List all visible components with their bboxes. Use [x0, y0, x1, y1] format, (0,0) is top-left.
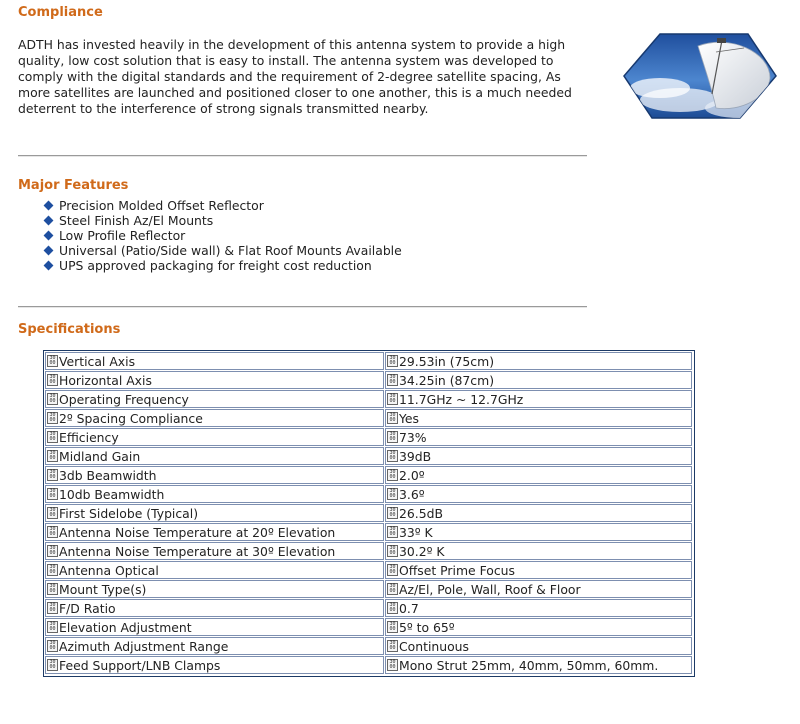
spec-row	[45, 580, 693, 599]
missing-glyph-icon: 30 00	[47, 412, 58, 424]
spec-label-cell	[45, 390, 384, 408]
spec-value: 73%	[399, 429, 427, 445]
compliance-heading: Compliance	[18, 5, 103, 20]
spec-row	[45, 504, 693, 523]
spec-label-cell	[45, 542, 384, 560]
features-heading: Major Features	[18, 178, 129, 193]
spec-label-cell	[45, 618, 384, 636]
spec-row	[45, 485, 693, 504]
feature-item	[44, 198, 402, 213]
missing-glyph-icon: 30 00	[47, 526, 58, 538]
spec-value: Mono Strut 25mm, 40mm, 50mm, 60mm.	[399, 657, 659, 673]
spec-label-cell	[45, 466, 384, 484]
spec-label: Vertical Axis	[59, 353, 136, 369]
spec-label-cell	[45, 580, 384, 598]
feature-text: Steel Finish Az/El Mounts	[59, 213, 214, 228]
missing-glyph-icon: 30 00	[387, 412, 398, 424]
spec-value-cell	[385, 447, 692, 465]
feature-item	[44, 228, 402, 243]
spec-label: Antenna Noise Temperature at 20º Elevation	[59, 524, 336, 540]
spec-label: Azimuth Adjustment Range	[59, 638, 229, 654]
missing-glyph-icon: 30 00	[387, 374, 398, 386]
spec-value-cell	[385, 352, 692, 370]
missing-glyph-icon: 30 00	[387, 564, 398, 576]
spec-value-cell	[385, 371, 692, 389]
missing-glyph-icon: 30 00	[47, 640, 58, 652]
spec-value: 39dB	[399, 448, 432, 464]
spec-value: Offset Prime Focus	[399, 562, 515, 578]
spec-label: Mount Type(s)	[59, 581, 147, 597]
spec-value-cell	[385, 599, 692, 617]
spec-label: 10db Beamwidth	[59, 486, 165, 502]
feature-item	[44, 213, 402, 228]
spec-row	[45, 599, 693, 618]
spec-label: Antenna Optical	[59, 562, 159, 578]
spec-label-cell	[45, 523, 384, 541]
spec-row	[45, 466, 693, 485]
spec-row	[45, 428, 693, 447]
diamond-bullet-icon	[44, 201, 54, 211]
spec-label: Midland Gain	[59, 448, 141, 464]
missing-glyph-icon: 30 00	[47, 583, 58, 595]
spec-label: 3db Beamwidth	[59, 467, 157, 483]
spec-value-cell	[385, 637, 692, 655]
missing-glyph-icon: 30 00	[387, 659, 398, 671]
spec-label: First Sidelobe (Typical)	[59, 505, 199, 521]
spec-value-cell	[385, 656, 692, 674]
missing-glyph-icon: 30 00	[387, 583, 398, 595]
missing-glyph-icon: 30 00	[387, 545, 398, 557]
missing-glyph-icon: 30 00	[387, 469, 398, 481]
spec-value: 33º K	[399, 524, 433, 540]
feature-text: Universal (Patio/Side wall) & Flat Roof Mounts Available	[59, 243, 402, 258]
spec-label-cell	[45, 371, 384, 389]
spec-label-cell	[45, 656, 384, 674]
missing-glyph-icon: 30 00	[47, 450, 58, 462]
spec-label: Efficiency	[59, 429, 119, 445]
specifications-table	[43, 350, 695, 677]
features-list	[44, 198, 402, 273]
missing-glyph-icon: 30 00	[47, 393, 58, 405]
missing-glyph-icon: 30 00	[387, 602, 398, 614]
missing-glyph-icon: 30 00	[47, 507, 58, 519]
spec-value: Yes	[399, 410, 420, 426]
spec-label-cell	[45, 409, 384, 427]
spec-row	[45, 637, 693, 656]
spec-label: Elevation Adjustment	[59, 619, 192, 635]
spec-value: 30.2º K	[399, 543, 445, 559]
spec-value: 3.6º	[399, 486, 425, 502]
spec-value: 34.25in (87cm)	[399, 372, 495, 388]
spec-row	[45, 542, 693, 561]
spec-value: 0.7	[399, 600, 419, 616]
spec-value-cell	[385, 580, 692, 598]
missing-glyph-icon: 30 00	[387, 640, 398, 652]
missing-glyph-icon: 30 00	[47, 602, 58, 614]
spec-value: 2.0º	[399, 467, 425, 483]
spec-value: Continuous	[399, 638, 469, 654]
spec-row	[45, 656, 693, 675]
spec-row	[45, 390, 693, 409]
spec-row	[45, 618, 693, 637]
spec-label-cell	[45, 352, 384, 370]
spec-label: Operating Frequency	[59, 391, 189, 407]
spec-value-cell	[385, 504, 692, 522]
feature-item	[44, 258, 402, 273]
missing-glyph-icon: 30 00	[47, 488, 58, 500]
spec-row	[45, 371, 693, 390]
missing-glyph-icon: 30 00	[47, 374, 58, 386]
missing-glyph-icon: 30 00	[47, 431, 58, 443]
missing-glyph-icon: 30 00	[387, 431, 398, 443]
missing-glyph-icon: 30 00	[387, 507, 398, 519]
spec-value: 29.53in (75cm)	[399, 353, 495, 369]
missing-glyph-icon: 30 00	[387, 526, 398, 538]
spec-label: Antenna Noise Temperature at 30º Elevation	[59, 543, 336, 559]
spec-label-cell	[45, 485, 384, 503]
spec-label-cell	[45, 561, 384, 579]
spec-row	[45, 447, 693, 466]
missing-glyph-icon: 30 00	[47, 469, 58, 481]
diamond-bullet-icon	[44, 246, 54, 256]
spec-label: Horizontal Axis	[59, 372, 152, 388]
spec-label: F/D Ratio	[59, 600, 116, 616]
spec-label-cell	[45, 428, 384, 446]
satellite-dish-image	[620, 28, 780, 123]
missing-glyph-icon: 30 00	[387, 355, 398, 367]
missing-glyph-icon: 30 00	[47, 659, 58, 671]
missing-glyph-icon: 30 00	[47, 564, 58, 576]
spec-label-cell	[45, 637, 384, 655]
missing-glyph-icon: 30 00	[47, 545, 58, 557]
missing-glyph-icon: 30 00	[47, 355, 58, 367]
diamond-bullet-icon	[44, 261, 54, 271]
missing-glyph-icon: 30 00	[387, 621, 398, 633]
spec-row	[45, 523, 693, 542]
spec-value-cell	[385, 428, 692, 446]
diamond-bullet-icon	[44, 216, 54, 226]
feature-text: UPS approved packaging for freight cost reduction	[59, 258, 372, 273]
spec-value: Az/El, Pole, Wall, Roof & Floor	[399, 581, 581, 597]
spec-value: 5º to 65º	[399, 619, 455, 635]
missing-glyph-icon: 30 00	[387, 450, 398, 462]
specifications-heading: Specifications	[18, 322, 121, 337]
spec-value: 26.5dB	[399, 505, 443, 521]
missing-glyph-icon: 30 00	[387, 393, 398, 405]
spec-label: Feed Support/LNB Clamps	[59, 657, 221, 673]
spec-value-cell	[385, 618, 692, 636]
divider	[18, 306, 587, 308]
missing-glyph-icon: 30 00	[47, 621, 58, 633]
spec-value: 11.7GHz ~ 12.7GHz	[399, 391, 524, 407]
spec-value-cell	[385, 466, 692, 484]
spec-row	[45, 352, 693, 371]
spec-label-cell	[45, 447, 384, 465]
divider	[18, 155, 587, 157]
spec-label-cell	[45, 504, 384, 522]
spec-label: 2º Spacing Compliance	[59, 410, 203, 426]
spec-value-cell	[385, 390, 692, 408]
spec-value-cell	[385, 409, 692, 427]
feature-text: Precision Molded Offset Reflector	[59, 198, 264, 213]
missing-glyph-icon: 30 00	[387, 488, 398, 500]
spec-value-cell	[385, 485, 692, 503]
spec-value-cell	[385, 523, 692, 541]
spec-row	[45, 561, 693, 580]
spec-value-cell	[385, 542, 692, 560]
feature-item	[44, 243, 402, 258]
feature-text: Low Profile Reflector	[59, 228, 186, 243]
spec-row	[45, 409, 693, 428]
diamond-bullet-icon	[44, 231, 54, 241]
compliance-paragraph: ADTH has invested heavily in the development of this antenna system to provide a high quality, low cost solution that is easy to install. The antenna system was developed to comply with the digital standards and the requirement of 2-degree satellite spacing, As more satellites are launched and positioned closer to one another, this is a much needed deterrent to the interference of strong signals transmitted nearby.	[18, 37, 572, 116]
spec-value-cell	[385, 561, 692, 579]
spec-label-cell	[45, 599, 384, 617]
